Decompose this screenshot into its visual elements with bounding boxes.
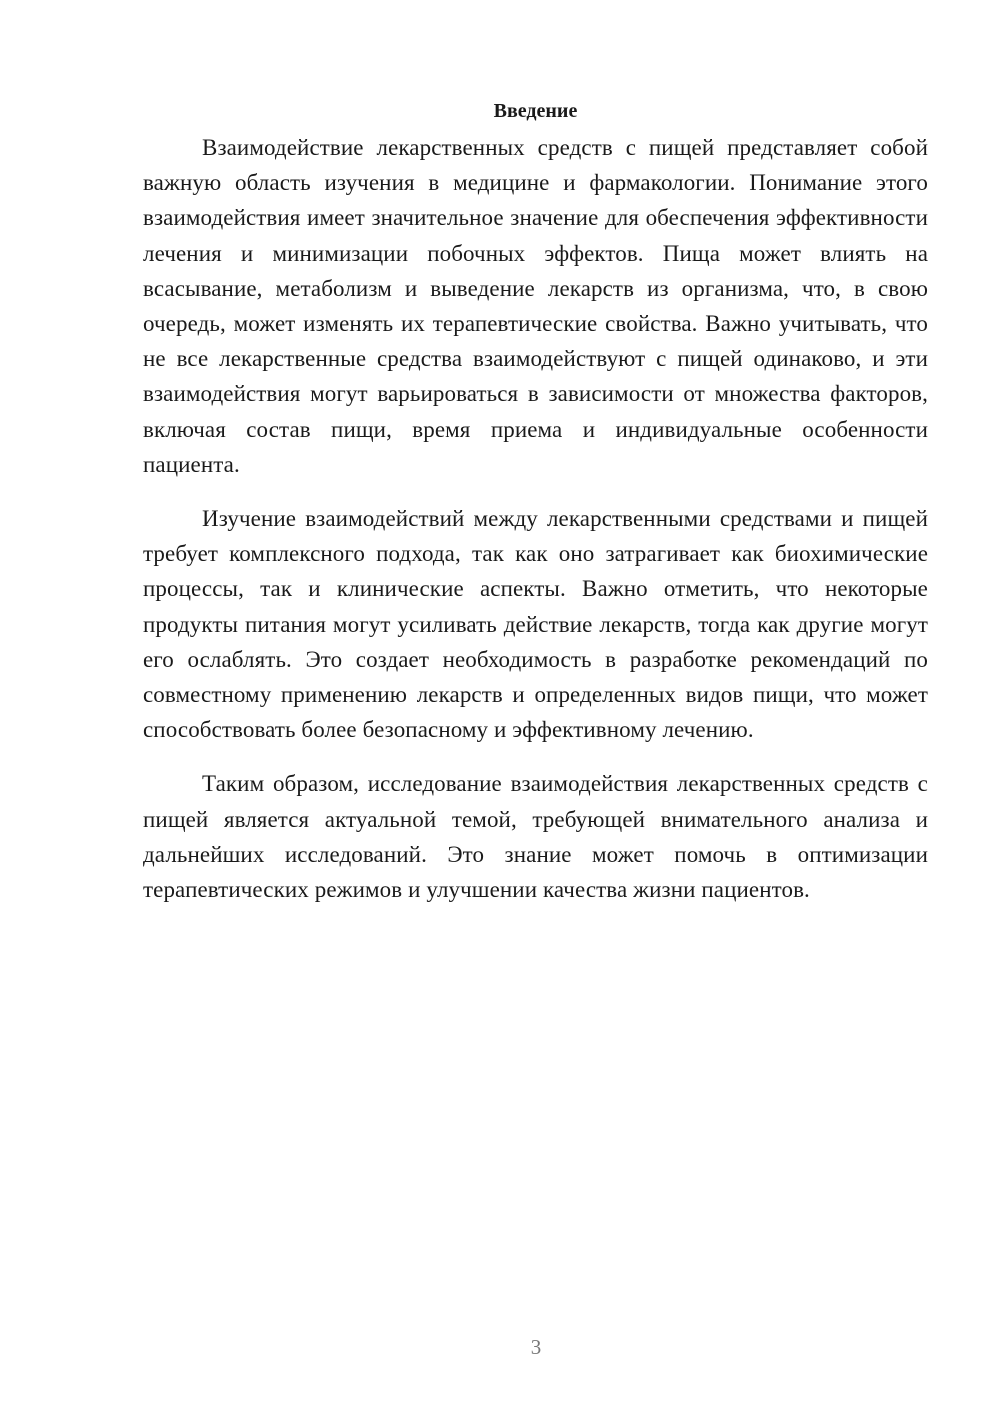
paragraph-2: Изучение взаимодействий между лекарственными средствами и пищей требует комплексного подхода, так как оно затрагивает как биохимические процессы, так и клинические аспекты. Важно отметить, что некоторые продукты питания могут усиливать действие лекарств, тогда как другие могут его ослаблять. Это создает необходимость в разработке рекомендаций по совместному применению лекарств и определенных видов пищи, что может способствовать более безопасному и эффективному лечению. bbox=[143, 506, 928, 743]
page-number: 3 bbox=[530, 1335, 542, 1359]
page-content bbox=[143, 96, 928, 926]
section-heading: Введение bbox=[493, 100, 578, 122]
paragraph-3: Таким образом, исследование взаимодействия лекарственных средств с пищей является актуальной темой, требующей внимательного анализа и дальнейших исследований. Это знание может помочь в оптимизации терапевтических режимов и улучшении качества жизни пациентов. bbox=[143, 771, 928, 903]
paragraph-1: Взаимодействие лекарственных средств с пищей представляет собой важную область изучения в медицине и фармакологии. Понимание этого взаимодействия имеет значительное значение для обеспечения эффективности лечения и минимизации побочных эффектов. Пища может влиять на всасывание, метаболизм и выведение лекарств из организма, что, в свою очередь, может изменять их терапевтические свойства. Важно учитывать, что не все лекарственные средства взаимодействуют с пищей одинаково, и эти взаимодействия могут варьироваться в зависимости от множества факторов, включая состав пищи, время приема и индивидуальные особенности пациента. bbox=[143, 135, 928, 477]
